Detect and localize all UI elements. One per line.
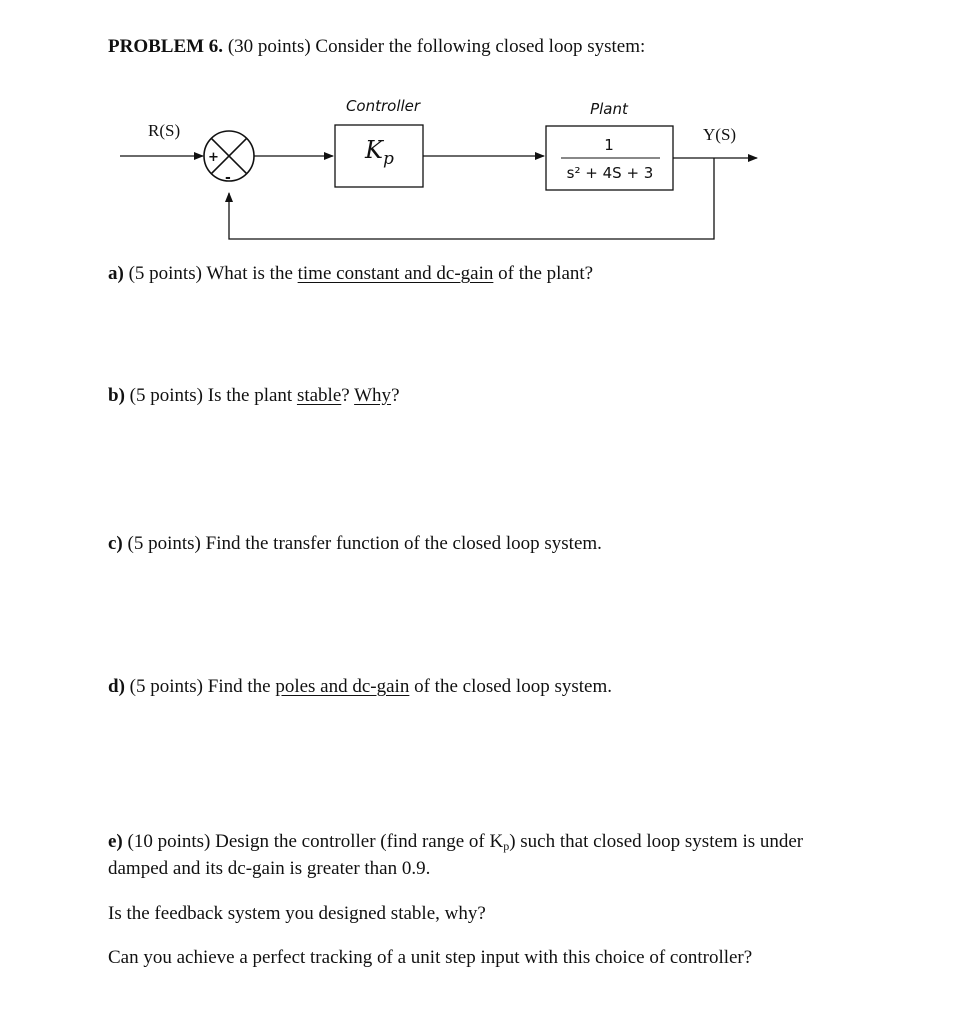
- question-e-text-2: ) such that closed loop system is under: [509, 831, 804, 852]
- block-diagram: [0, 0, 959, 260]
- question-e-line-2: damped and its dc-gain is greater than 0.9.: [108, 858, 431, 879]
- question-d-underlined: poles and dc-gain: [275, 676, 410, 697]
- question-e-label: e): [108, 831, 123, 852]
- question-d-post: of the closed loop system.: [414, 676, 612, 697]
- question-e-followup-1: Is the feedback system you designed stable, why?: [108, 903, 486, 924]
- question-e-subscript: p: [503, 839, 510, 853]
- question-a: [108, 260, 593, 287]
- question-b-label: b): [108, 385, 125, 406]
- controller-gain-subscript: p: [382, 149, 394, 169]
- input-label: R(S): [148, 121, 181, 140]
- problem-text: Consider the following closed loop system:: [315, 36, 646, 57]
- question-b-why: Why: [354, 385, 392, 406]
- question-a-underlined: time constant and dc-gain: [297, 263, 494, 284]
- question-c-text: (5 points) Find the transfer function of the closed loop system.: [127, 533, 602, 554]
- question-d-label: d): [108, 676, 125, 697]
- question-d: [108, 673, 612, 700]
- problem-points: (30 points): [227, 36, 311, 57]
- plant-denominator: s² + 4S + 3: [566, 164, 654, 182]
- question-e-line-1: [108, 828, 803, 855]
- question-b: [108, 382, 400, 409]
- question-a-label: a): [108, 263, 124, 284]
- question-a-pre: (5 points) What is the: [128, 263, 293, 284]
- question-c: [108, 530, 602, 557]
- question-e-followup-2: Can you achieve a perfect tracking of a unit step input with this choice of controller?: [108, 947, 753, 968]
- question-b-stable: stable: [296, 385, 342, 406]
- question-d-pre: (5 points) Find the: [129, 676, 271, 697]
- controller-title: Controller: [345, 97, 421, 115]
- question-b-pre: (5 points) Is the plant: [129, 385, 293, 406]
- question-e-text-1: (10 points) Design the controller (find range of K: [127, 831, 504, 852]
- plant-numerator: 1: [604, 136, 614, 154]
- question-a-post: of the plant?: [498, 263, 594, 284]
- controller-gain-symbol: K: [365, 136, 383, 164]
- problem-label: PROBLEM 6.: [108, 36, 224, 57]
- question-b-post: ?: [391, 385, 400, 406]
- output-label: Y(S): [703, 125, 737, 144]
- plus-sign: +: [208, 150, 219, 165]
- minus-sign: -: [225, 170, 231, 186]
- question-b-mid: ?: [341, 385, 350, 406]
- plant-title: Plant: [590, 100, 628, 118]
- question-c-label: c): [108, 533, 123, 554]
